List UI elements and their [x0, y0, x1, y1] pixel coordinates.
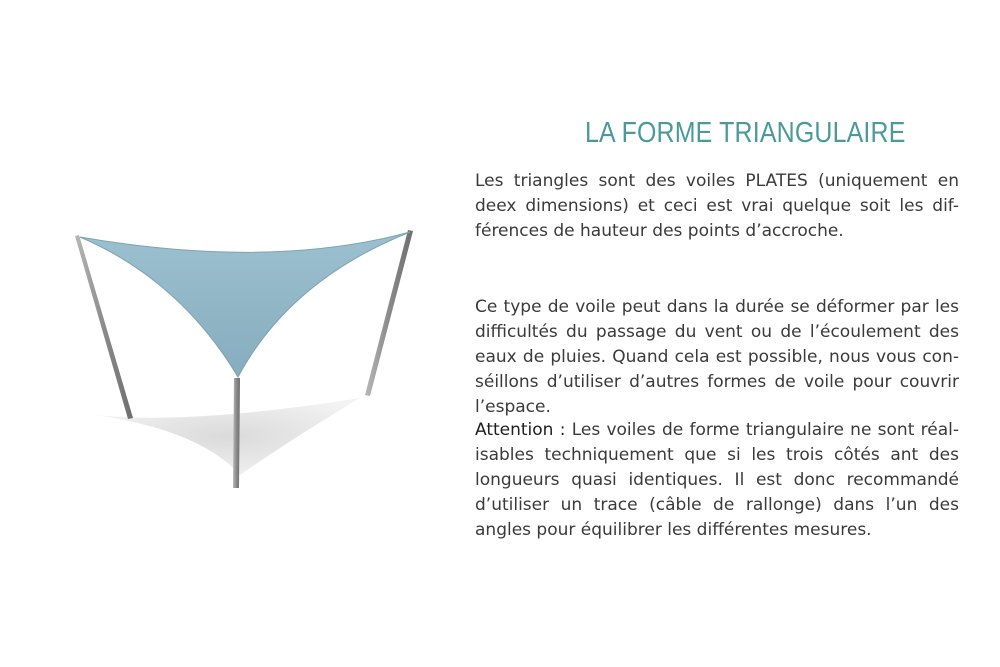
left-pole: [75, 235, 133, 419]
paragraph-deformation: Ce type de voile peut dans la durée se déformer par les difficultés du passage du vent ou de l’écoulement des eaux de pluies. Quand cela est possible, nous vous con-séillons d’utiliser d’autres formes de voile pour couvrir l’espace.: [475, 297, 959, 417]
right-pole: [365, 230, 413, 396]
triangular-sail: [80, 232, 410, 377]
shade-sail-illustration: [40, 200, 440, 520]
sail-shadow: [95, 398, 360, 475]
page-title: LA FORME TRIANGULAIRE: [585, 117, 906, 149]
attention-text: Les voiles de forme triangulaire ne sont réal-isables techniquement que si les trois côtés ant des longueurs quasi identiques. Il est donc recommandé d’utiliser un trace (câble de rallonge) dans l’un des angles pour équilibrer les différentes mesures.: [475, 420, 959, 540]
attention-label: Attention :: [475, 420, 566, 440]
paragraph-attention: [475, 418, 959, 543]
paragraph-flat-sails: Les triangles sont des voiles PLATES (uniquement en deex dimensions) et ceci est vrai quelque soit les dif-férences de hauteur des points d’accroche.: [475, 171, 959, 241]
center-pole: [233, 378, 240, 488]
